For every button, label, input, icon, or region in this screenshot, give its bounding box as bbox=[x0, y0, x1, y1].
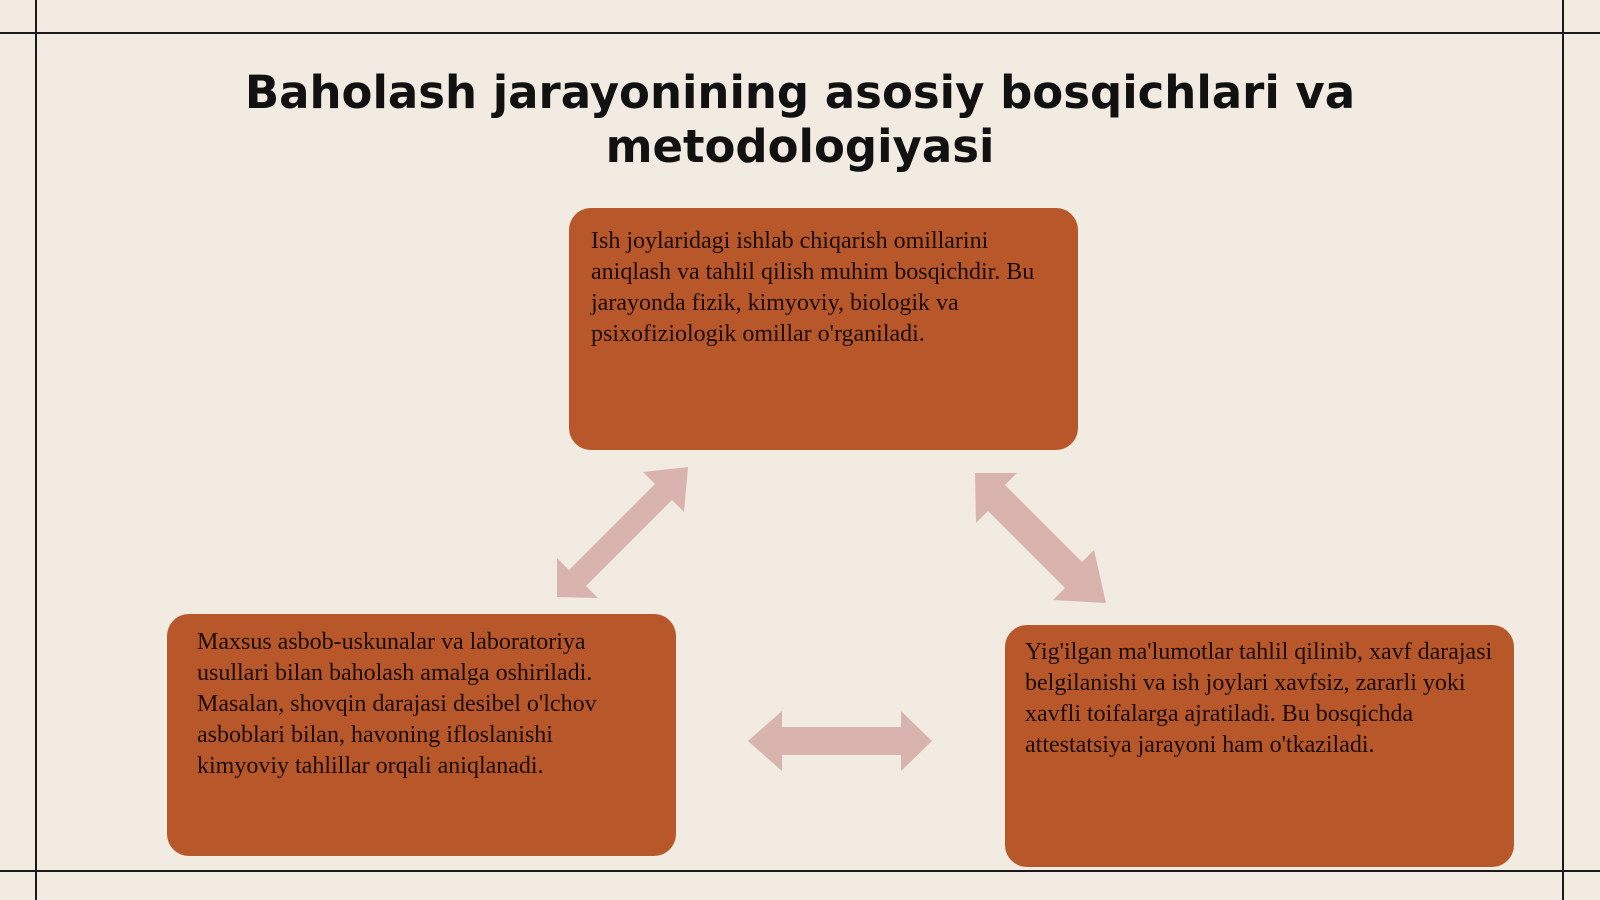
step-text-identification: Ish joylaridagi ishlab chiqarish omillarini aniqlash va tahlil qilish muhim bosqichdir. Bu jarayonda fizik, kimyoviy, biologik va psixofiziologik omillar o'rganiladi. bbox=[591, 228, 1035, 347]
step-text-assessment: Maxsus asbob-uskunalar va laboratoriya usullari bilan baholash amalga oshiriladi. Masalan, shovqin darajasi desibel o'lchov asboblari bilan, havoning ifloslanishi kimyoviy tahlillar orqali aniqlanadi. bbox=[197, 629, 597, 779]
arrow-bottom-horizontal bbox=[748, 711, 932, 771]
arrow-left-diagonal bbox=[557, 467, 688, 598]
arrow-right-diagonal bbox=[975, 473, 1106, 603]
step-text-classification: Yig'ilgan ma'lumotlar tahlil qilinib, xavf darajasi belgilanishi va ish joylari xavfsiz, zararli yoki xavfli toifalarga ajratiladi. Bu bosqichda attestatsiya jarayoni ham o'tkaziladi. bbox=[1025, 639, 1493, 758]
slide-title: Baholash jarayonining asosiy bosqichlari va metodologiyasi bbox=[244, 66, 1356, 173]
